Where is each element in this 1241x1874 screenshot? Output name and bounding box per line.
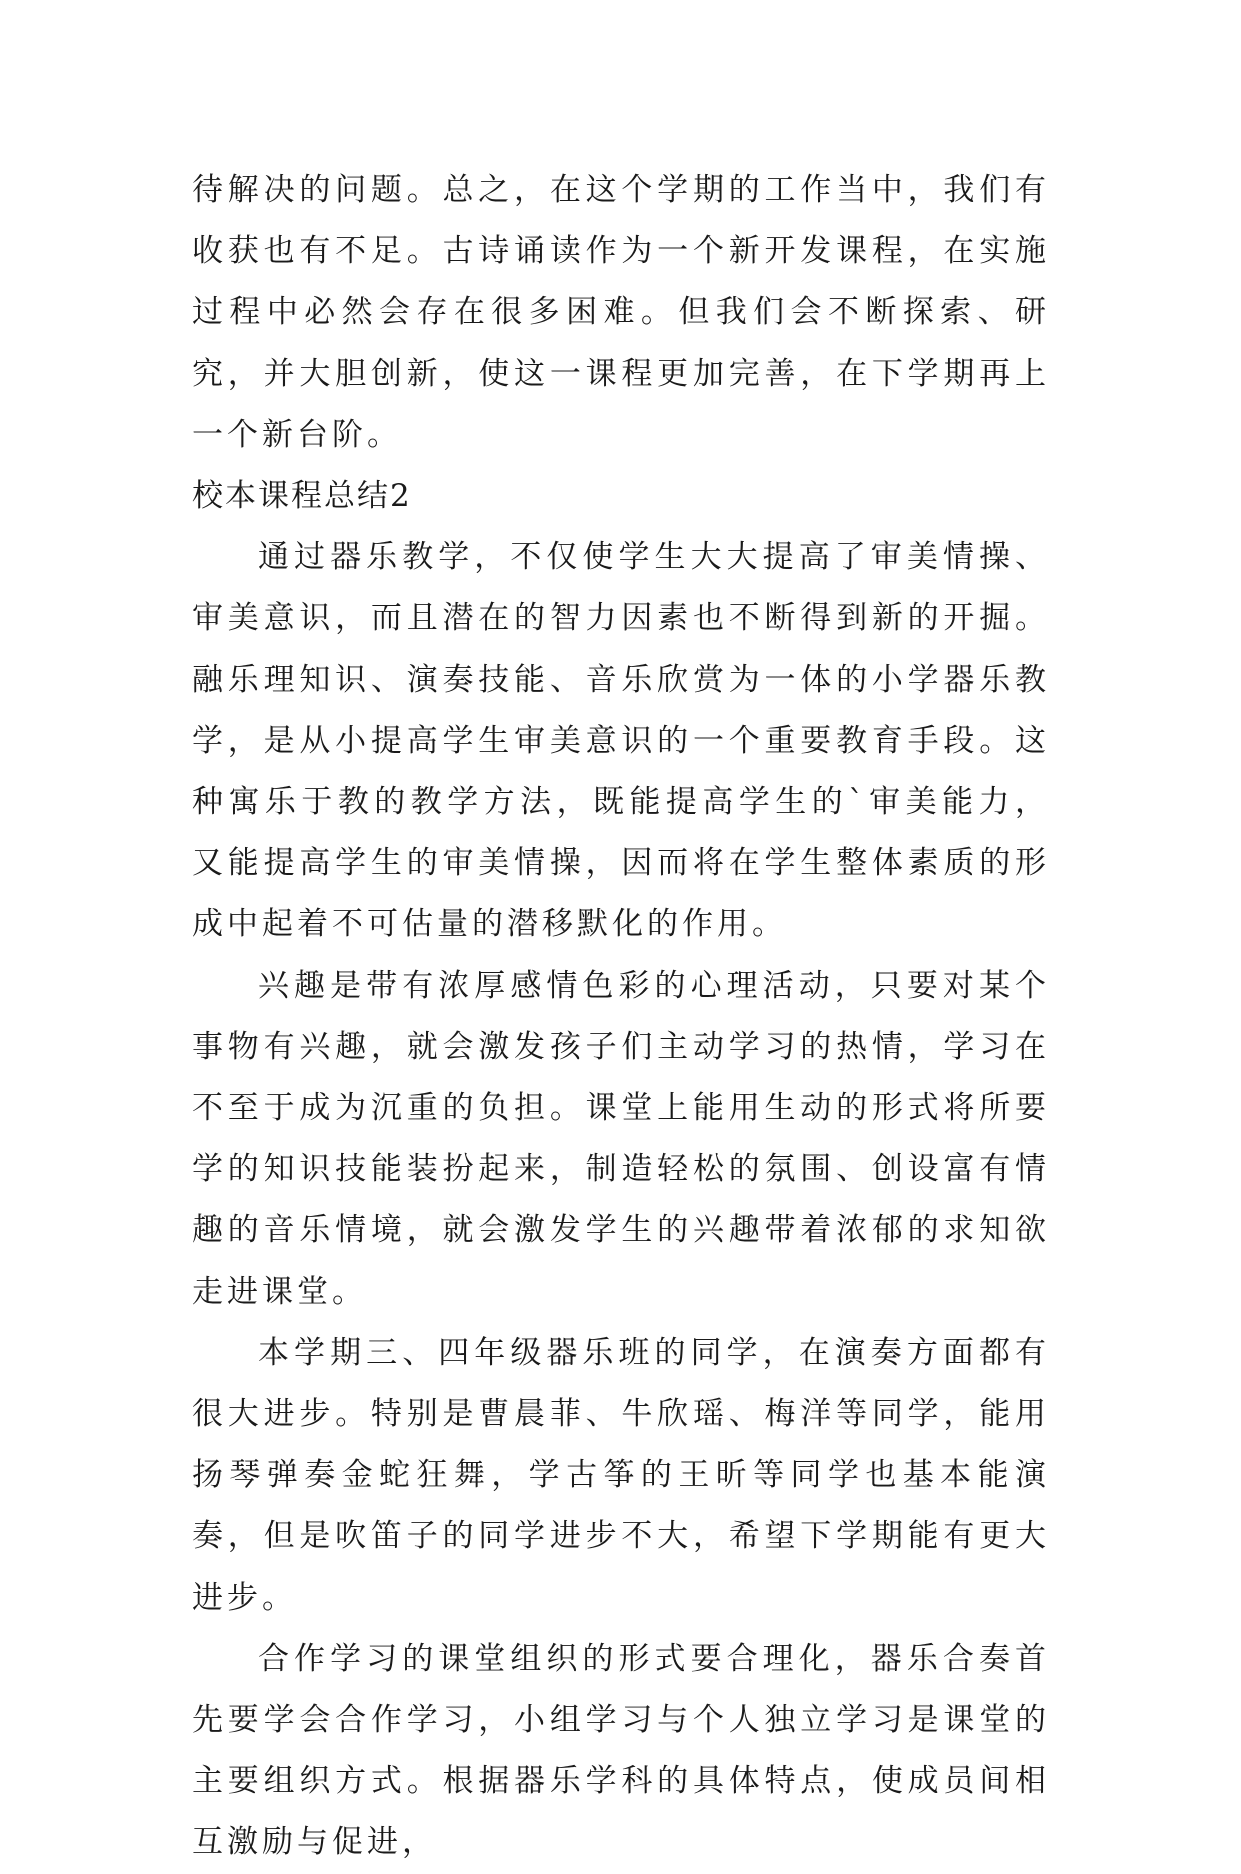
section-title: 校本课程总结2 (192, 478, 412, 515)
document-page (192, 160, 1050, 1874)
body-paragraph-3: 本学期三、四年级器乐班的同学，在演奏方面都有很大进步。特别是曹晨菲、牛欣瑶、梅洋等同学，能用扬琴弹奏金蛇狂舞，学古筝的王昕等同学也基本能演奏，但是吹笛子的同学进步不大，希望下学期能有更大进步。 (192, 1334, 1050, 1616)
body-paragraph-4: 合作学习的课堂组织的形式要合理化，器乐合奏首先要学会合作学习，小组学习与个人独立学习是课堂的主要组织方式。根据器乐学科的具体特点，使成员间相互激励与促进， (192, 1640, 1050, 1861)
body-paragraph-2: 兴趣是带有浓厚感情色彩的心理活动，只要对某个事物有兴趣，就会激发孩子们主动学习的热情，学习在不至于成为沉重的负担。课堂上能用生动的形式将所要学的知识技能装扮起来，制造轻松的氛围、创设富有情趣的音乐情境，就会激发学生的兴趣带着浓郁的求知欲走进课堂。 (192, 967, 1050, 1310)
continuation-paragraph: 待解决的问题。总之，在这个学期的工作当中，我们有收获也有不足。古诗诵读作为一个新开发课程，在实施过程中必然会存在很多困难。但我们会不断探索、研究，并大胆创新，使这一课程更加完善，在下学期再上一个新台阶。 (192, 172, 1050, 453)
body-paragraph-1: 通过器乐教学，不仅使学生大大提高了审美情操、审美意识，而且潜在的智力因素也不断得到新的开掘。融乐理知识、演奏技能、音乐欣赏为一体的小学器乐教学，是从小提高学生审美意识的一个重要教育手段。这种寓乐于教的教学方法，既能提高学生的`审美能力，又能提高学生的审美情操，因而将在学生整体素质的形成中起着不可估量的潜移默化的作用。 (192, 539, 1050, 943)
